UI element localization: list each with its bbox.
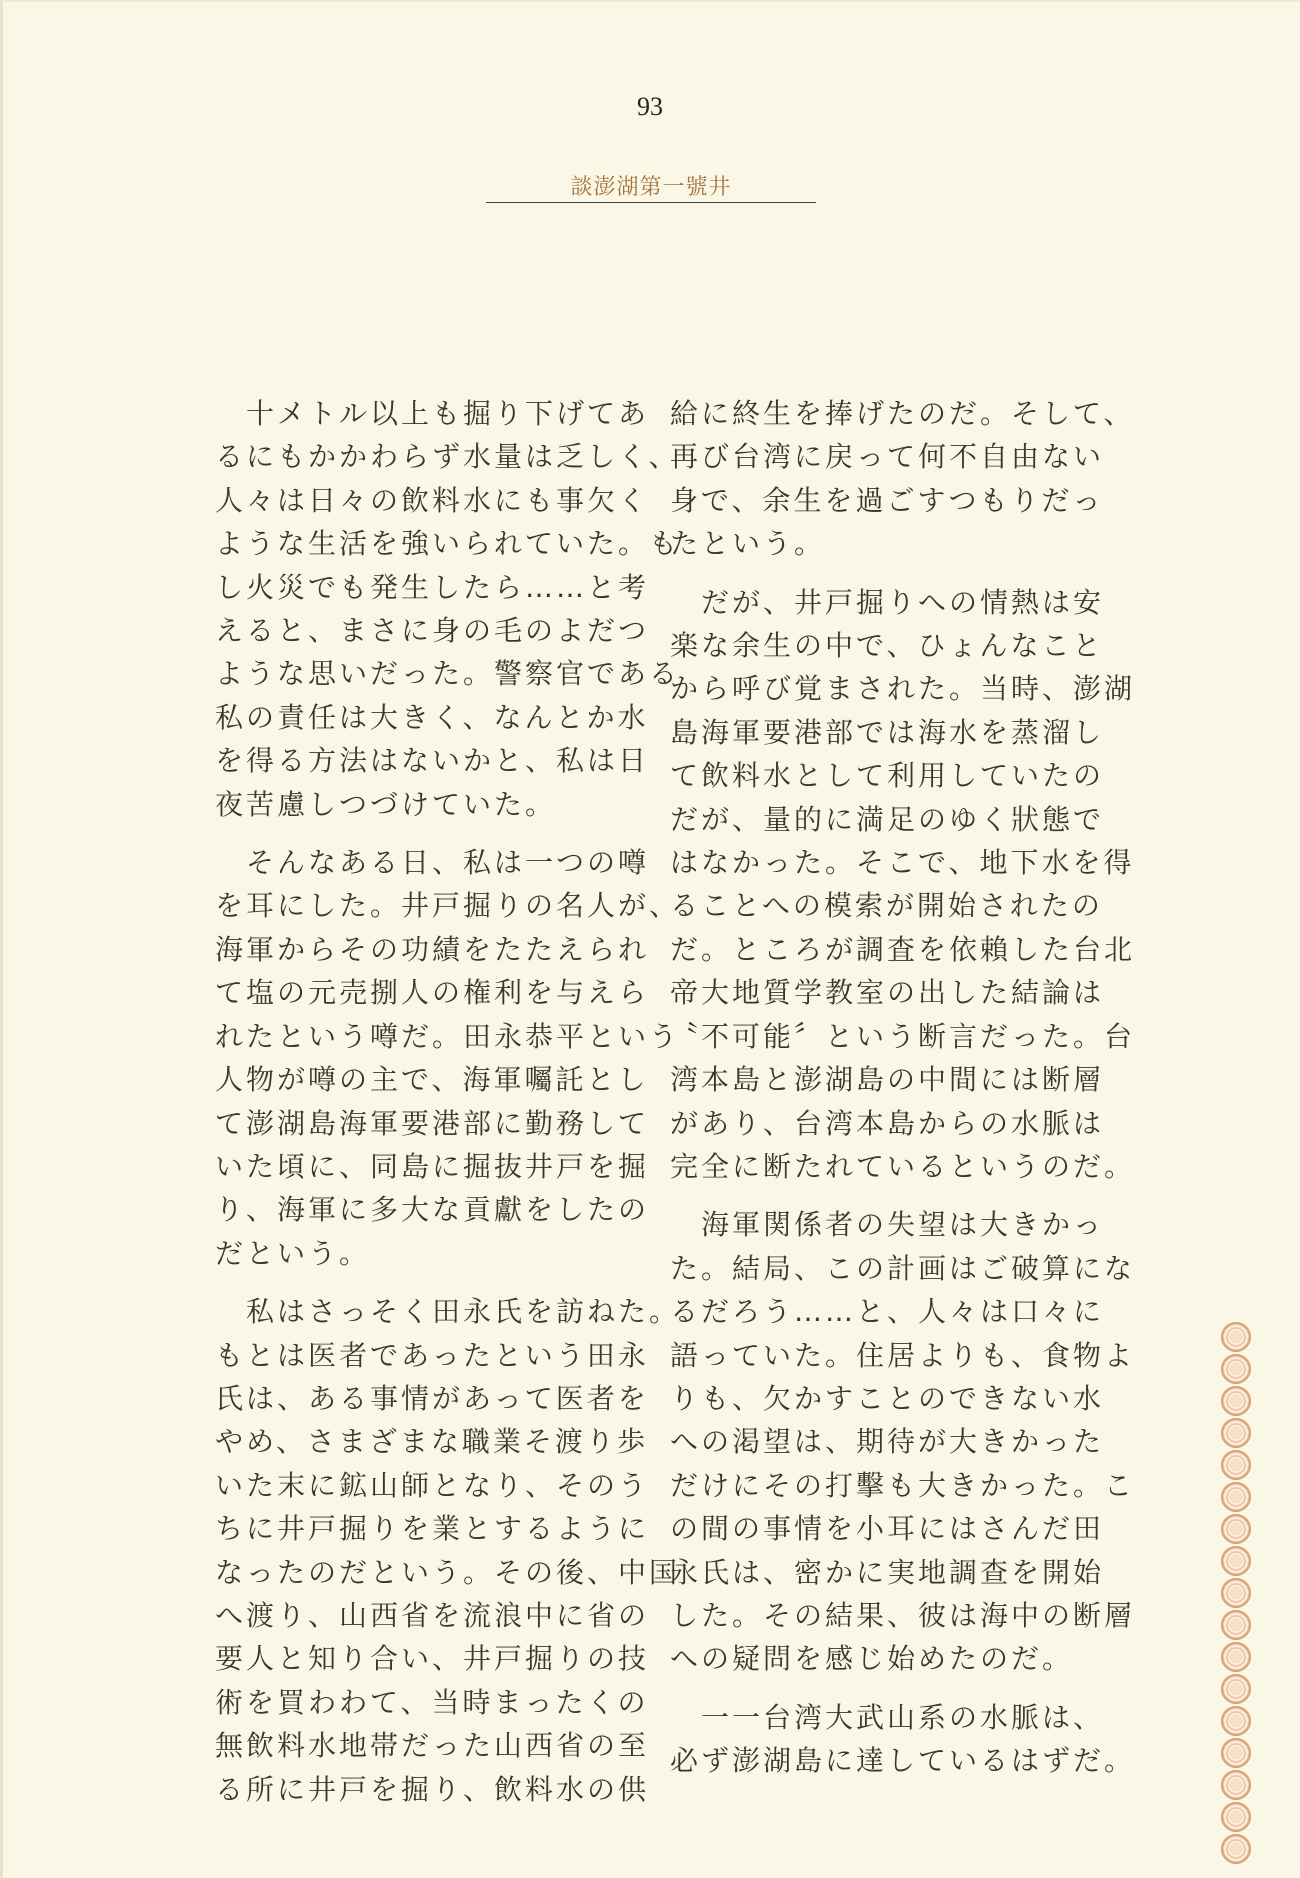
text-line: そんなある日、私は一つの噂 bbox=[215, 846, 650, 880]
text-line: はなかった。そこで、地下水を得 bbox=[670, 846, 1135, 880]
text-line: 人々は日々の飲料水にも事欠く bbox=[215, 483, 650, 517]
text-line: だという。 bbox=[215, 1236, 371, 1270]
text-line: した。その結果、彼は海中の断層 bbox=[670, 1598, 1136, 1632]
floral-bead-icon bbox=[1221, 1450, 1251, 1480]
floral-bead-icon bbox=[1221, 1514, 1251, 1544]
paragraph bbox=[215, 841, 681, 1275]
floral-bead-icon bbox=[1221, 1642, 1251, 1672]
text-line: への疑問を感じ始めたのだ。 bbox=[670, 1642, 1074, 1676]
text-line: いた末に鉱山師となり、そのう bbox=[215, 1468, 650, 1502]
text-line: 楽な余生の中で、ひょんなこと bbox=[670, 629, 1104, 663]
text-line: 給に終生を捧げたのだ。そして、 bbox=[670, 397, 1135, 430]
left-column bbox=[215, 392, 681, 1826]
text-line: 海軍関係者の失望は大きかっ bbox=[670, 1208, 1105, 1242]
floral-bead-icon bbox=[1221, 1802, 1251, 1832]
running-head-title: 談澎湖第一號井 bbox=[570, 175, 732, 200]
floral-bead-icon bbox=[1221, 1386, 1251, 1416]
paragraph bbox=[670, 1203, 1136, 1680]
text-line: 島海軍要港部では海水を蒸溜し bbox=[670, 715, 1105, 749]
text-line: 人物が噂の主で、海軍囑託とし bbox=[215, 1063, 649, 1097]
text-line: だが、量的に満足のゆく狀態で bbox=[670, 802, 1105, 836]
text-line: 十メトル以上も掘り下げてあ bbox=[215, 397, 650, 430]
text-line: やめ、さまざまな職業そ渡り歩 bbox=[215, 1425, 648, 1459]
text-line: ちに井戸掘りを業とするように bbox=[215, 1512, 650, 1546]
text-line: て澎湖島海軍要港部に勤務して bbox=[215, 1106, 650, 1140]
floral-bead-icon bbox=[1221, 1706, 1251, 1736]
text-line: いた頃に、同島に掘抜井戸を掘 bbox=[215, 1149, 650, 1183]
text-line: るだろう……と、人々は口々に bbox=[670, 1295, 1105, 1329]
text-line: て塩の元売捌人の権利を与えら bbox=[215, 976, 650, 1010]
text-line: だけにその打擊も大きかった。こ bbox=[670, 1468, 1136, 1502]
text-line: 身で、余生を過ごすつもりだっ bbox=[670, 483, 1104, 517]
floral-bead-icon bbox=[1221, 1834, 1251, 1864]
text-line: 氏は、ある事情があって医者を bbox=[215, 1381, 649, 1415]
text-line: の間の事情を小耳にはさんだ田 bbox=[670, 1512, 1105, 1546]
text-line: り、海軍に多大な貢獻をしたの bbox=[215, 1193, 650, 1227]
text-line: ることへの模索が開始されたの bbox=[670, 889, 1103, 923]
floral-bead-icon bbox=[1221, 1546, 1251, 1576]
text-line: たという。 bbox=[670, 527, 826, 561]
paragraph bbox=[215, 1290, 681, 1811]
text-line: 一一台湾大武山系の水脈は、 bbox=[670, 1700, 1105, 1734]
text-line: 語っていた。住居よりも、食物よ bbox=[670, 1338, 1136, 1372]
floral-bead-icon bbox=[1221, 1418, 1251, 1448]
text-line: なったのだという。その後、中国 bbox=[215, 1555, 681, 1589]
text-line: て飲料水として利用していたの bbox=[670, 759, 1105, 793]
floral-bead-icon bbox=[1221, 1674, 1251, 1704]
floral-bead-icon bbox=[1221, 1738, 1251, 1768]
text-line: を得る方法はないかと、私は日 bbox=[215, 744, 650, 778]
floral-bead-icon bbox=[1221, 1770, 1251, 1800]
paragraph bbox=[670, 1696, 1136, 1783]
paragraph bbox=[670, 392, 1135, 566]
text-line: 海軍からその功績をたたえられ bbox=[215, 932, 650, 966]
text-line: 必ず澎湖島に達しているはずだ。 bbox=[670, 1744, 1136, 1778]
text-line: 要人と知り合い、井戸掘りの技 bbox=[215, 1642, 650, 1676]
text-line: 永氏は、密かに実地調查を開始 bbox=[670, 1555, 1105, 1589]
paragraph bbox=[215, 392, 681, 826]
text-line: だ。ところが調査を依賴した台北 bbox=[670, 932, 1136, 966]
text-line: を耳にした。井戸掘りの名人が、 bbox=[215, 889, 681, 923]
text-line: へ渡り、山西省を流浪中に省の bbox=[215, 1598, 650, 1632]
text-line: えると、まさに身の毛のよだつ bbox=[215, 614, 650, 648]
text-line: だが、井戸掘りへの情熱は安 bbox=[670, 585, 1105, 619]
text-line: る所に井戸を掘り、飲料水の供 bbox=[215, 1772, 650, 1806]
text-line: た。結局、この計画はご破算にな bbox=[670, 1251, 1136, 1285]
text-line: ような思いだった。警察官である bbox=[215, 657, 681, 691]
paragraph bbox=[670, 581, 1136, 1189]
text-line: 再び台湾に戻って何不自由ない bbox=[670, 440, 1105, 474]
side-ornament bbox=[1216, 1322, 1256, 1866]
text-line: 〝不可能〞という断言だった。台 bbox=[670, 1019, 1136, 1053]
text-line: りも、欠かすことのできない水 bbox=[670, 1381, 1105, 1415]
running-head bbox=[486, 176, 816, 203]
text-line: もとは医者であったという田永 bbox=[215, 1338, 649, 1372]
text-line: 湾本島と澎湖島の中間には断層 bbox=[670, 1063, 1105, 1097]
text-line: への渇望は、期待が大きかった bbox=[670, 1425, 1105, 1459]
text-line: 無飲料水地帯だった山西省の至 bbox=[215, 1729, 650, 1763]
floral-bead-icon bbox=[1221, 1482, 1251, 1512]
floral-bead-icon bbox=[1221, 1354, 1251, 1384]
text-line: れたという噂だ。田永恭平という bbox=[215, 1019, 681, 1053]
text-line: るにもかかわらず水量は乏しく、 bbox=[215, 440, 680, 474]
text-line: し火災でも発生したら……と考 bbox=[215, 570, 650, 604]
floral-bead-icon bbox=[1221, 1322, 1251, 1352]
floral-bead-icon bbox=[1221, 1610, 1251, 1640]
text-line: 完全に断たれているというのだ。 bbox=[670, 1149, 1136, 1183]
right-column bbox=[670, 392, 1136, 1798]
text-line: 私はさっそく田永氏を訪ねた。 bbox=[215, 1295, 681, 1329]
floral-bead-icon bbox=[1221, 1578, 1251, 1608]
page-number: 93 bbox=[637, 92, 663, 121]
text-line: ような生活を強いられていた。も bbox=[215, 527, 681, 561]
text-line: 夜苦慮しつづけていた。 bbox=[215, 787, 557, 821]
text-line: があり、台湾本島からの水脈は bbox=[670, 1106, 1105, 1140]
text-line: 私の責任は大きく、なんとか水 bbox=[215, 700, 649, 734]
text-line: から呼び覚まされた。当時、澎湖 bbox=[670, 672, 1136, 706]
text-line: 帝大地質学教室の出した結論は bbox=[670, 976, 1105, 1010]
text-line: 術を買わわて、当時まったくの bbox=[215, 1685, 649, 1719]
